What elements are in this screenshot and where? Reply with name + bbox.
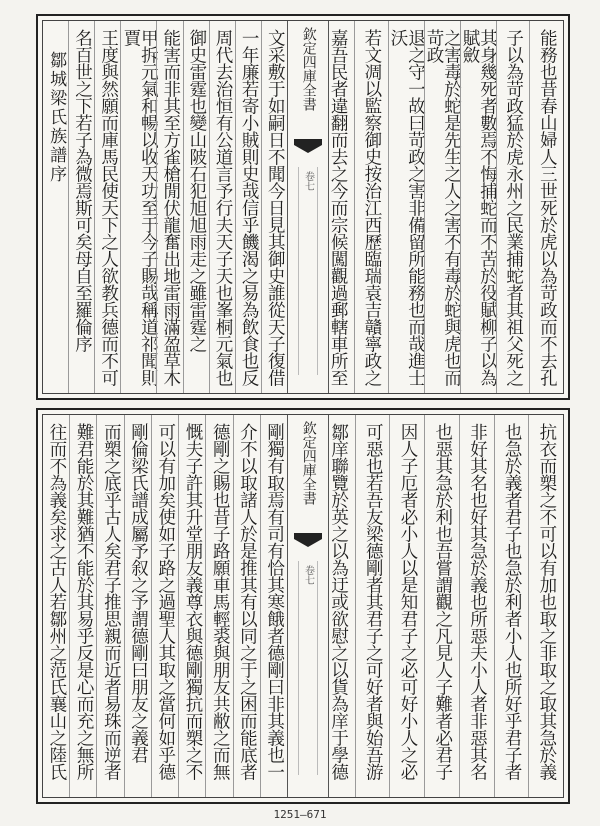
text-column: 周代去治恒有公道言予行夫天子天也峯桐元氣也	[209, 21, 235, 393]
centre-guide-lines	[298, 167, 318, 375]
text-column: 可惡也若吾友梁德剛者其君子之可好者與始吾游	[355, 415, 390, 797]
panel-top-right-columns	[321, 21, 563, 393]
text-column: 慨夫子許其升堂朋友義尊衣與德剛獨抗而槊之不	[178, 415, 205, 797]
text-column: 若文凋以監察御史按治江西歷臨瑞袁吉贛寧政之	[354, 21, 388, 393]
panel-bottom	[36, 408, 570, 804]
panel-bottom-right-columns	[321, 415, 563, 797]
text-column: 其身幾死者數焉不悔捕蛇而不苦於役賦柳子以為賦斂	[460, 21, 496, 393]
text-column: 一年廉若寄小賊則史哉信乎饑渴之易為飲食也反	[235, 21, 261, 393]
text-column: 剛倫梁氏譜成屬予叙之予謂德剛曰朋友之義君	[124, 415, 151, 797]
text-column: 而槊之底乎古人矣君子推思親而近者易珠而逆者	[96, 415, 123, 797]
panel-bottom-left-columns	[43, 415, 287, 797]
text-column: 非好其名也好其急於義也所惡夫小人者非惡其名	[459, 415, 494, 797]
fishtail-mark	[294, 533, 322, 551]
text-column: 王度與然願而庫馬民使天下之人欲教兵德而不可	[94, 21, 120, 393]
fishtail-mark	[294, 139, 322, 157]
text-column: 嘉吾民者違翻而去之今而宗候闖觀過郵轄車所至	[328, 29, 349, 386]
panel-top	[36, 14, 570, 400]
text-column: 名百世之下若子為微焉斯可矣母自至羅倫序	[68, 21, 94, 393]
text-column: 鄒庠聯覽於英之以為迂或欲慰之以貨為庠于學德	[328, 423, 349, 780]
text-column: 剛獨有取焉有司有恰其寒餓者德剛曰非其義也一	[260, 415, 287, 797]
text-column: 難君能於其難猶不能於其易乎反是心而充之無所	[69, 415, 96, 797]
page-number-caption: 1251—671	[273, 808, 327, 821]
text-column: 甲拆元氣和暢以收天功至于今子賜哉稱道祁聞則賈	[120, 21, 156, 393]
panel-bottom-inner	[42, 414, 564, 798]
text-column: 抗衣而槊之不可以有加也取之非取之取其急於義	[528, 415, 563, 797]
text-column: 德剛之賜也昔子路願車馬輕裘與朋友共敝之而無	[205, 415, 232, 797]
text-column: 文采敷于如嗣日不聞今日見其御史誰從天子復借	[261, 21, 287, 393]
volume-label: 卷七	[302, 171, 314, 191]
text-column: 之害毒於蛇是先生之人之害不有毒於蛇與虎也而苛政	[424, 21, 460, 393]
text-column: 能害而非其至方雀槍閒伏龍奮出地雷雨滿盈草木	[156, 21, 182, 393]
text-column: 可以有加矣使如子路之過聖人其取之當何如乎德	[151, 415, 178, 797]
volume-label: 卷七	[302, 565, 314, 585]
text-column: 介不以取諸人於是推其有以同之于之困而能底者	[233, 415, 260, 797]
book-title-label: 欽定四庫全書	[300, 421, 317, 505]
panel-top-centre-strip	[287, 21, 329, 393]
panel-bottom-centre-strip	[287, 415, 329, 797]
text-column: 退之守一故曰苛政之害非備留所能務也而哉進士沃	[388, 21, 424, 393]
text-column: 也急於義者君子也急於利者小人也所好乎君子者	[494, 415, 529, 797]
text-column: 往而不為義矣求之古人若鄒州之范氏襄山之陸氏	[46, 423, 67, 780]
text-column: 能務也昔春山婦人三世死於虎以為苛政而不去孔	[529, 21, 563, 393]
text-column: 子以為苛政猛於虎永州之民業捕蛇者其祖父死之	[496, 21, 530, 393]
centre-guide-lines	[298, 561, 318, 775]
panel-top-inner	[42, 20, 564, 394]
panel-top-left-columns	[43, 21, 287, 393]
book-title-label: 欽定四庫全書	[300, 27, 317, 111]
section-title: 鄒城梁氏族譜序	[46, 51, 67, 184]
text-column: 也惡其急於利也吾嘗謂觀之凡見人子難者必君子	[424, 415, 459, 797]
text-column: 御史雷霆也變山陂石犯旭旭雨走之雖雷霆之	[183, 21, 209, 393]
text-column: 因人子厄者必小人以是知君子之必可好小人之必	[389, 415, 424, 797]
